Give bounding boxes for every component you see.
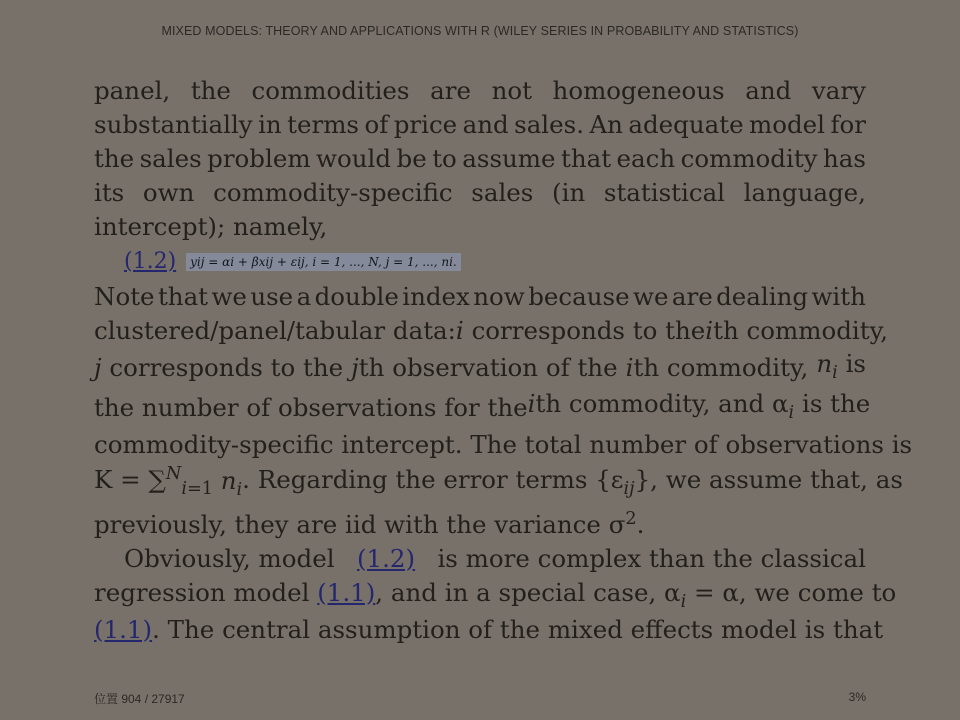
text-line: K = ∑$^N_{i=1}$ $n_i$. Regarding the error terms $\{\varepsilon_{ij}\}$, we assume that, as bbox=[94, 464, 903, 500]
text-line: commodity-specific intercept. The total number of observations is bbox=[94, 430, 913, 459]
progress-percent: 3% bbox=[848, 690, 866, 704]
text-line: regression model (1.1), and in a special case, $\alpha_i = \alpha$, we come to bbox=[94, 578, 897, 612]
book-title-header: MIXED MODELS: THEORY AND APPLICATIONS WITH R (WILEY SERIES IN PROBABILITY AND STATISTICS) bbox=[161, 24, 799, 38]
text-line: clustered/panel/tabular data: i corresponds to the ith commodity, bbox=[94, 316, 888, 345]
text-line: substantially in terms of price and sales. An adequate model for bbox=[94, 110, 866, 139]
ref-link-1-2[interactable]: (1.2) bbox=[356, 544, 416, 573]
ref-link-1-1[interactable]: (1.1) bbox=[317, 578, 376, 607]
text-line: Note that we use a double index now because we are dealing with bbox=[94, 282, 866, 311]
text-line: (1.1). The central assumption of the mixed effects model is that bbox=[94, 615, 884, 644]
text-line: its own commodity-specific sales (in statistical language, bbox=[94, 178, 866, 207]
ref-link-1-1[interactable]: (1.1) bbox=[94, 615, 153, 644]
location-indicator: 位置 904 / 27917 bbox=[94, 692, 185, 706]
text-line: intercept); namely, bbox=[94, 212, 328, 241]
text-line: panel, the commodities are not homogeneous and vary bbox=[94, 76, 866, 105]
equation-row bbox=[94, 244, 866, 280]
equation-number-link[interactable]: (1.2) bbox=[124, 249, 177, 274]
text-line: the sales problem would be to assume that each commodity has bbox=[94, 144, 866, 173]
text-line: previously, they are iid with the variance $\sigma^2$. bbox=[94, 508, 645, 540]
text-line: j corresponds to the jth observation of the ith commodity, $n_i$ is bbox=[94, 348, 866, 383]
text-line: Obviously, model (1.2) is more complex than the classical bbox=[94, 542, 866, 576]
page-text bbox=[94, 74, 913, 650]
equation-formula: yij = αi + βxij + εij, i = 1, ..., N, j = 1, ..., ni. bbox=[186, 253, 461, 271]
text-line: the number of observations for the ith commodity, and $\alpha_i$ is the bbox=[94, 388, 871, 423]
